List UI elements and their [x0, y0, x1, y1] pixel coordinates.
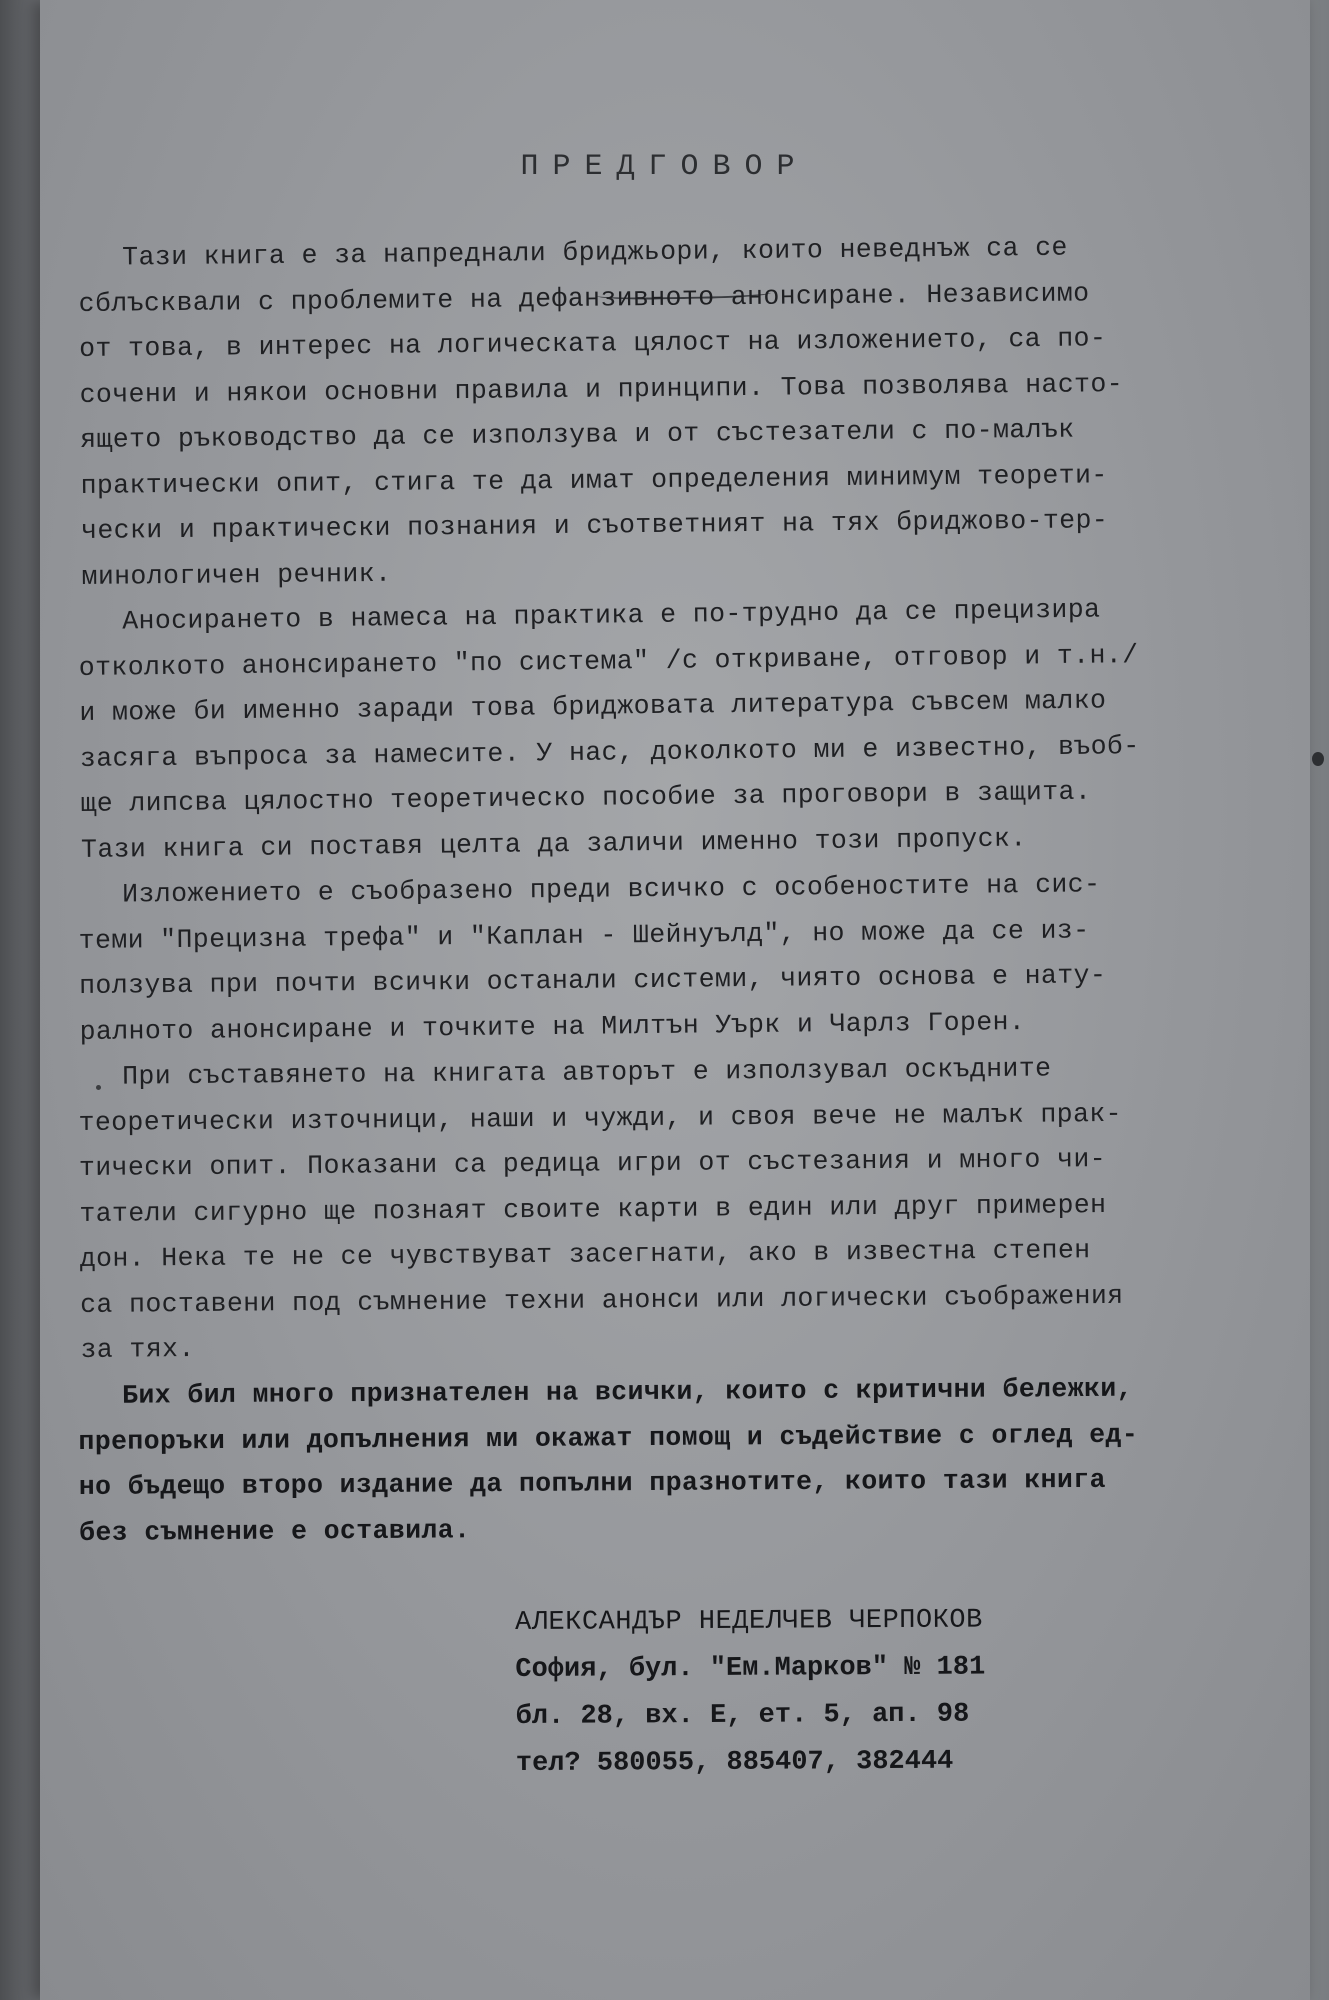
page-title: ПРЕДГОВОР — [520, 150, 809, 184]
text-line: При съставянето на книгата авторът е използувал оскъдните — [122, 1053, 1052, 1092]
text-line: но бъдещо второ издание да попълни празнотите, които тази книга — [78, 1464, 1106, 1502]
text-line: ползува при почти всички останали системи, чиято основа е нату- — [79, 960, 1107, 1001]
paragraph-3 — [78, 861, 1250, 1055]
text-line: са поставени под съмнение техни анонси или логически съображения — [80, 1280, 1124, 1320]
book-spine-shadow — [0, 0, 40, 2000]
text-line: Аносирането в намеса на практика е по-трудно да се прецизира — [122, 594, 1101, 637]
text-line: за тях. — [80, 1333, 195, 1365]
body-text — [78, 232, 1248, 1556]
text-line: засяга въпроса за намесите. У нас, доколкото ми е известно, въоб- — [79, 730, 1140, 774]
text-line: теми "Прецизна трефа" и "Каплан - Шейнуълд", но може да се из- — [78, 914, 1090, 956]
text-line: сблъсквали с проблемите на дефанзивното анонсиране. Независимо — [78, 277, 1090, 319]
paper-speck — [96, 1085, 101, 1090]
text-line: от това, в интерес на логическата цялост на изложението, са по- — [79, 323, 1107, 364]
paragraph-4 — [78, 1045, 1251, 1374]
text-line: без съмнение е оставила. — [79, 1514, 471, 1547]
paragraph-2 — [78, 586, 1251, 873]
paper-speck — [1312, 752, 1324, 766]
paragraph-5 — [78, 1365, 1249, 1555]
address-line: бл. 28, вх. Е, ет. 5, ап. 98 — [515, 1699, 970, 1732]
author-name: АЛЕКСАНДЪР НЕДЕЛЧЕВ ЧЕРПОКОВ — [515, 1605, 983, 1638]
paragraph-1 — [78, 224, 1252, 600]
text-line: и може би именно заради това бриджовата литература съвсем малко — [79, 685, 1107, 728]
text-line: Бих бил много признателен на всички, които с критични бележки, — [122, 1373, 1133, 1411]
text-line: татели сигурно ще познаят своите карти в един или друг примерен — [79, 1189, 1107, 1229]
address-line: София, бул. "Ем.Марков" № 181 — [515, 1652, 986, 1685]
text-line: отколкото анонсирането "по система" /с откриване, отговор и т.н./ — [78, 639, 1139, 683]
text-line: ралното анонсиране и точките на Милтън Уърк и Чарлз Горен. — [79, 1006, 1026, 1047]
text-line: дон. Нека те не се чувствуват засегнати, ако в известна степен — [79, 1235, 1091, 1274]
text-line: теоретически източници, наши и чужди, и своя вече не малък прак- — [78, 1098, 1123, 1138]
text-line: практически опит, стига те да имат определения минимум теорети- — [80, 459, 1108, 501]
text-line: ящето ръководство да се използува и от състезатели с по-малък — [79, 414, 1075, 455]
text-line: чески и практически познания и съответният на тях бриджово-тер- — [80, 505, 1109, 546]
signature-block — [515, 1598, 986, 1788]
phone-line: тел? 580055, 885407, 382444 — [515, 1746, 954, 1779]
text-line: ще липсва цялостно теоретическо пособие за проговори в защита. — [80, 776, 1092, 819]
text-line: Тази книга си поставя целта да заличи именно този пропуск. — [80, 822, 1027, 865]
text-line: минологичен речник. — [81, 558, 392, 592]
text-line: Тази книга е за напреднали бриджьори, които неведнъж са се — [122, 232, 1068, 273]
text-line: препоръки или допълнения ми окажат помощ и съдействие с оглед ед- — [78, 1418, 1139, 1456]
text-line: сочени и някои основни правила и принципи. Това позволява насто- — [79, 368, 1124, 410]
text-line: тически опит. Показани са редица игри от състезания и много чи- — [78, 1144, 1107, 1183]
text-line: Изложението е съобразено преди всичко с особеностите на сис- — [122, 869, 1101, 910]
